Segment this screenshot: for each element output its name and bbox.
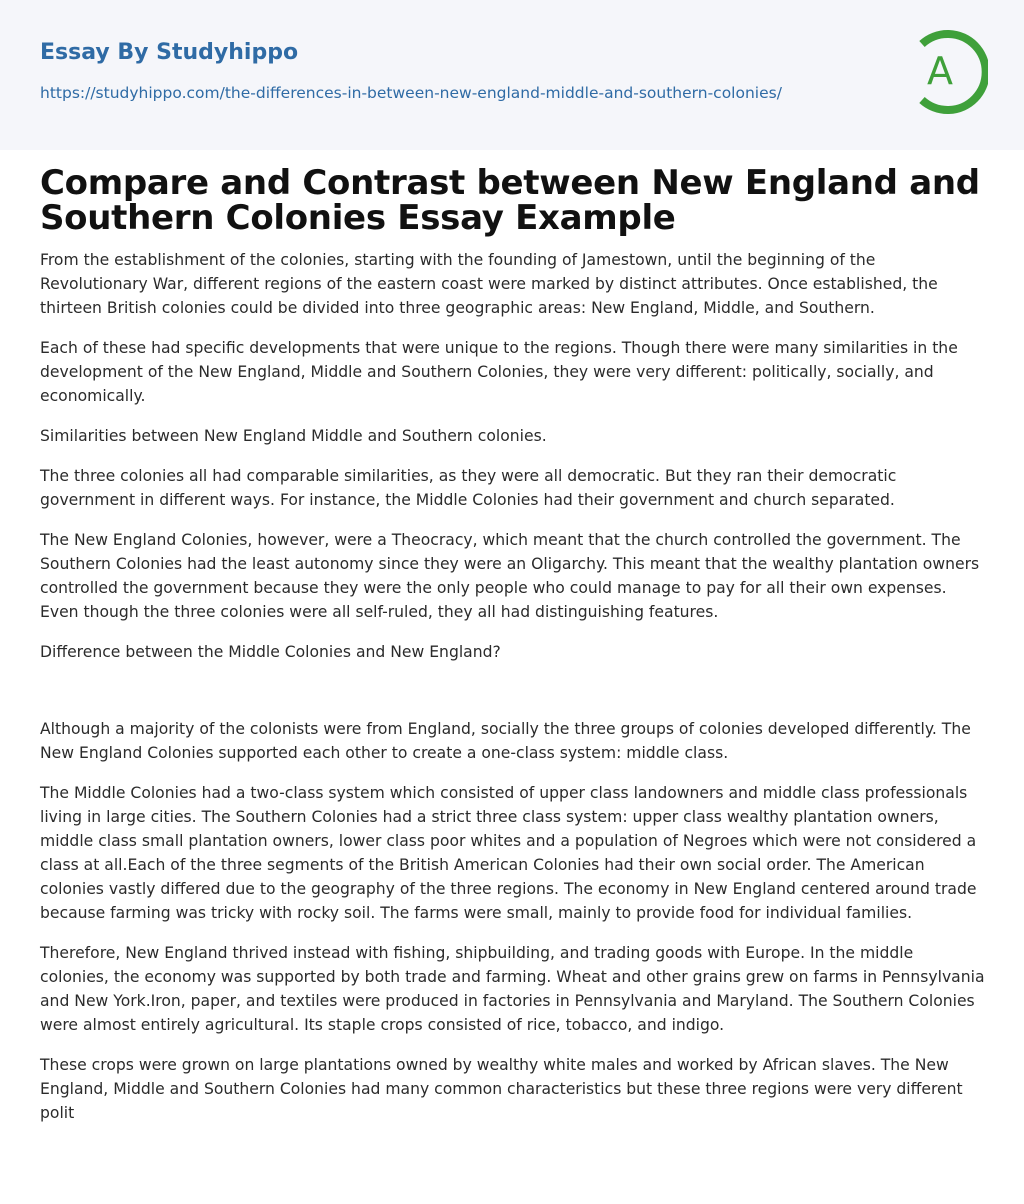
logo-letter: A [927, 49, 953, 93]
source-url-link[interactable]: https://studyhippo.com/the-differences-in-between-new-england-middle-and-southern-colonies/ [40, 84, 782, 102]
brand-title[interactable]: Essay By Studyhippo [40, 40, 299, 65]
paragraph: Therefore, New England thrived instead with fishing, shipbuilding, and trading goods with Europe. In the middle colonies, the economy was supported by both trade and farming. Wheat and other grains grew on farms in Pennsylvania and New York.Iron, paper, and textiles were produced in factories in Pennsylvania and Maryland. The Southern Colonies were almost entirely agricultural. Its staple crops consisted of rice, tobacco, and indigo. [40, 944, 985, 1034]
article-title: Compare and Contrast between New England and Southern Colonies Essay Example [40, 163, 980, 238]
paragraph: Although a majority of the colonists were from England, socially the three groups of colonies developed differently. The New England Colonies supported each other to create a one-class system: middle class. [40, 720, 971, 762]
studyhippo-logo-icon[interactable] [908, 28, 988, 116]
paragraph: The New England Colonies, however, were a Theocracy, which meant that the church controlled the government. The Southern Colonies had the least autonomy since they were an Oligarchy. This meant that the wealthy plantation owners controlled the government because they were the only people who could manage to pay for all their own expenses. Even though the three colonies were all self-ruled, they all had distinguishing features. [40, 531, 980, 621]
paragraph: From the establishment of the colonies, starting with the founding of Jamestown, until the beginning of the Revolutionary War, different regions of the eastern coast were marked by distinct attributes. Once established, the thirteen British colonies could be divided into three geographic areas: New England, Middle, and Southern. [40, 251, 938, 317]
site-header [0, 0, 1024, 150]
section-heading: Similarities between New England Middle and Southern colonies. [40, 427, 547, 445]
paragraph: The Middle Colonies had a two-class system which consisted of upper class landowners and middle class professionals living in large cities. The Southern Colonies had a strict three class system: upper class wealthy plantation owners, middle class small plantation owners, lower class poor whites and a population of Negroes which were not considered a class at all.Each of the three segments of the British American Colonies had their own social order. The American colonies vastly differed due to the geography of the three regions. The economy in New England centered around trade because farming was tricky with rocky soil. The farms were small, mainly to provide food for individual families. [40, 784, 977, 922]
spacer [40, 680, 986, 717]
paragraph: Each of these had specific developments that were unique to the regions. Though there were many similarities in the development of the New England, Middle and Southern Colonies, they were very different: politically, socially, and economically. [40, 339, 958, 405]
section-heading: Difference between the Middle Colonies and New England? [40, 643, 501, 661]
paragraph: The three colonies all had comparable similarities, as they were all democratic. But they ran their democratic government in different ways. For instance, the Middle Colonies had their government and church separated. [40, 467, 897, 509]
article [40, 163, 986, 1141]
paragraph: These crops were grown on large plantations owned by wealthy white males and worked by African slaves. The New England, Middle and Southern Colonies had many common characteristics but these three regions were very different polit [40, 1056, 963, 1122]
